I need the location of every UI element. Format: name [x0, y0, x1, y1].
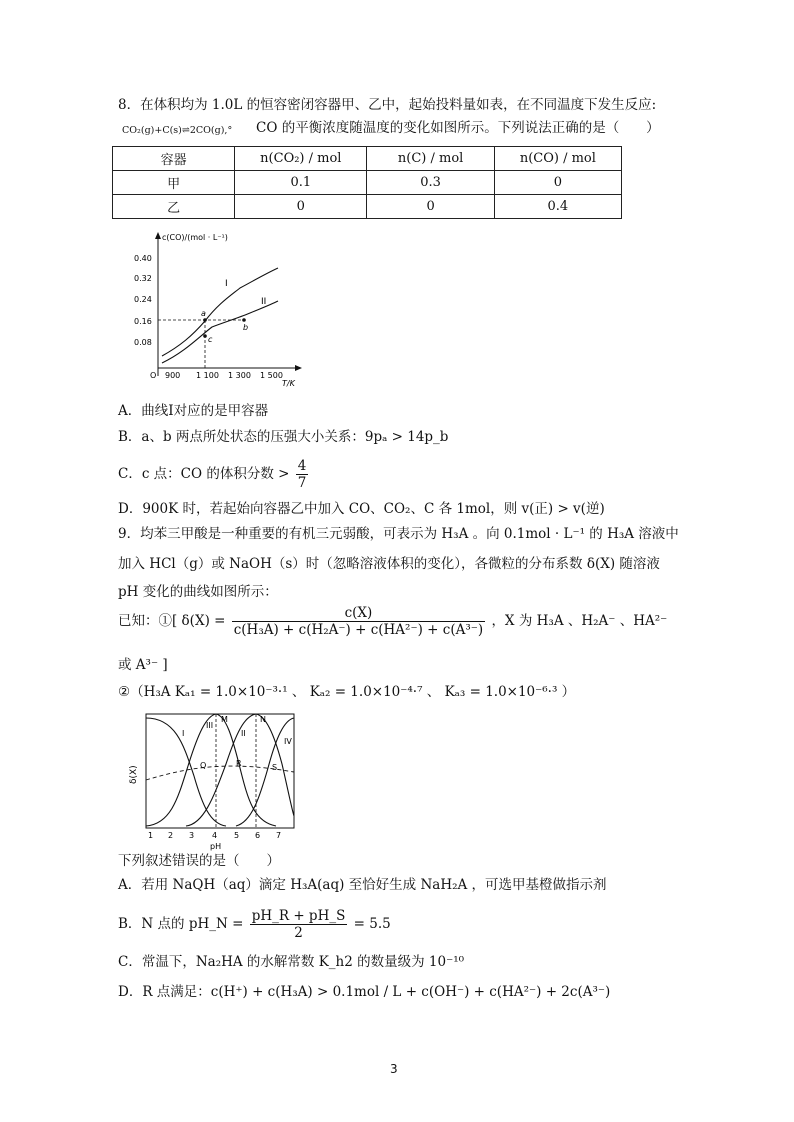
- q8-option-a: A．曲线Ⅰ对应的是甲容器: [118, 403, 269, 419]
- origin-label: O: [150, 371, 157, 380]
- y-tick-label: 0.40: [134, 254, 152, 263]
- curve-III-left: [146, 714, 216, 826]
- curve-label-IV: IV: [284, 737, 292, 746]
- table-cell: 甲: [113, 171, 235, 195]
- q8-dosage-table: [112, 146, 622, 219]
- y-tick-label: 0.16: [134, 317, 152, 326]
- table-header-cell: 容器: [113, 147, 235, 171]
- point-S-label: S: [272, 763, 278, 772]
- curve-label-II: II: [241, 729, 246, 738]
- x-tick-label: 2: [168, 831, 174, 840]
- q8-option-b: B．a、b 两点所处状态的压强大小关系：9pₐ > 14p_b: [118, 429, 449, 445]
- q9-option-c: C．常温下，Na₂HA 的水解常数 K_h2 的数量级为 10⁻¹⁰: [118, 954, 465, 970]
- table-cell: 0.3: [367, 171, 494, 195]
- known-1-prefix: 已知：①[ δ(X) =: [118, 613, 226, 629]
- y-axis-arrow: [155, 232, 161, 239]
- page-number: 3: [390, 1062, 398, 1076]
- point-a-label: a: [201, 309, 206, 318]
- curve-label-III: III: [206, 721, 214, 730]
- point-R-label: R: [236, 759, 242, 768]
- y-tick-label: 0.24: [134, 295, 152, 304]
- table-cell: 0.1: [235, 171, 367, 195]
- q9-known-1: [118, 605, 667, 638]
- point-M-label: M: [221, 715, 228, 724]
- q9-stem-line2: 加入 HCl（g）或 NaOH（s）时（忽略溶液体积的变化），各微粒的分布系数 δ(X) 随溶液: [118, 556, 660, 572]
- x-tick-label: 6: [255, 831, 261, 840]
- point-b-label: b: [243, 323, 249, 332]
- q9-option-b: [118, 908, 391, 941]
- x-tick-label: 1 100: [196, 371, 219, 380]
- q8-option-d: D．900K 时，若起始向容器乙中加入 CO、CO₂、C 各 1mol，则 v(正) > v(逆): [118, 501, 605, 517]
- q9-option-d: D．R 点满足：c(H⁺) + c(H₃A) > 0.1mol / L + c(OH⁻) + c(HA²⁻) + 2c(A³⁻): [118, 984, 611, 1000]
- x-tick-label: 1: [148, 831, 154, 840]
- q9-option-b-suffix: = 5.5: [353, 916, 391, 932]
- table-cell: 0: [367, 195, 494, 219]
- curve-I-label: I: [225, 279, 228, 289]
- table-cell: 0.4: [494, 195, 621, 219]
- table-cell: 乙: [113, 195, 235, 219]
- point-a: [203, 318, 207, 322]
- q9-known-1-line2: 或 A³⁻ ]: [118, 657, 168, 673]
- q8-stem-line2: CO 的平衡浓度随温度的变化如图所示。下列说法正确的是（ ）: [256, 120, 660, 136]
- x-tick-label: 4: [212, 831, 218, 840]
- table-row: [113, 195, 622, 219]
- point-Q-label: Q: [200, 761, 207, 770]
- y-tick-label: 0.32: [134, 274, 152, 283]
- curve-II: [162, 301, 278, 363]
- fraction-numerator: pH_R + pH_S: [251, 908, 346, 924]
- q8-option-c-text: C．c 点：CO 的体积分数 >: [118, 466, 290, 482]
- fraction-numerator: c(X): [232, 605, 485, 622]
- x-tick-label: 7: [276, 831, 282, 840]
- x-tick-label: 3: [189, 831, 195, 840]
- x-tick-label: 1 500: [260, 371, 283, 380]
- q8-co-concentration-graph: [130, 228, 305, 390]
- q9-ask: 下列叙述错误的是（ ）: [118, 853, 280, 869]
- fraction-denominator: c(H₃A) + c(H₂A⁻) + c(HA²⁻) + c(A³⁻): [233, 622, 484, 638]
- q9-option-a: A．若用 NaQH（aq）滴定 H₃A(aq) 至恰好生成 NaH₂A ，可选甲基橙做指示剂: [118, 877, 607, 893]
- table-row: [113, 171, 622, 195]
- y-tick-label: 0.08: [134, 338, 152, 347]
- table-header-cell: n(CO₂) / mol: [235, 147, 367, 171]
- fraction: [296, 458, 309, 491]
- y-axis-label: δ(X): [129, 765, 139, 784]
- q9-stem-line3: pH 变化的曲线如图所示：: [118, 584, 278, 600]
- curve-I: [162, 268, 278, 356]
- x-axis-label: T/K: [282, 379, 295, 388]
- curve-label-I: I: [182, 729, 185, 738]
- table-cell: 0: [494, 171, 621, 195]
- q8-reaction-equation: CO₂(g)+C(s)⇌2CO(g),°: [122, 125, 233, 136]
- table-cell: 0: [235, 195, 367, 219]
- fraction-numerator: 4: [297, 458, 307, 474]
- x-tick-label: 1 300: [228, 371, 251, 380]
- point-c: [203, 334, 207, 338]
- x-axis-label: pH: [210, 842, 222, 851]
- x-axis-arrow: [295, 365, 302, 371]
- q9-option-b-prefix: B．N 点的 pH_N =: [118, 916, 244, 932]
- table-header-row: [113, 147, 622, 171]
- q8-option-c: [118, 458, 310, 491]
- table-header-cell: n(C) / mol: [367, 147, 494, 171]
- fraction-denominator: 2: [294, 925, 303, 941]
- fraction: [232, 605, 485, 638]
- fraction: [250, 908, 348, 941]
- fraction-denominator: 7: [297, 475, 307, 491]
- point-c-label: c: [208, 335, 213, 344]
- point-b: [242, 318, 246, 322]
- point-N-label: N: [260, 715, 266, 724]
- q9-distribution-graph: [126, 706, 306, 851]
- x-tick-label: 900: [165, 371, 181, 380]
- curve-II-label: II: [261, 297, 267, 307]
- q8-stem-line1: 8．在体积均为 1.0L 的恒容密闭容器甲、乙中，起始投料量如表，在不同温度下发生反应:: [118, 97, 657, 113]
- table-header-cell: n(CO) / mol: [494, 147, 621, 171]
- known-1-suffix: ，X 为 H₃A 、H₂A⁻ 、HA²⁻: [491, 613, 668, 629]
- y-axis-label: c(CO)/(mol · L⁻¹): [162, 233, 228, 242]
- q9-known-2: ②（H₃A Kₐ₁ = 1.0×10⁻³·¹ 、 Kₐ₂ = 1.0×10⁻⁴·⁷ 、 Kₐ₃ = 1.0×10⁻⁶·³ ）: [118, 684, 576, 700]
- q9-stem-line1: 9．均苯三甲酸是一种重要的有机三元弱酸，可表示为 H₃A 。向 0.1mol · L⁻¹ 的 H₃A 溶液中: [118, 526, 679, 542]
- x-tick-label: 5: [234, 831, 240, 840]
